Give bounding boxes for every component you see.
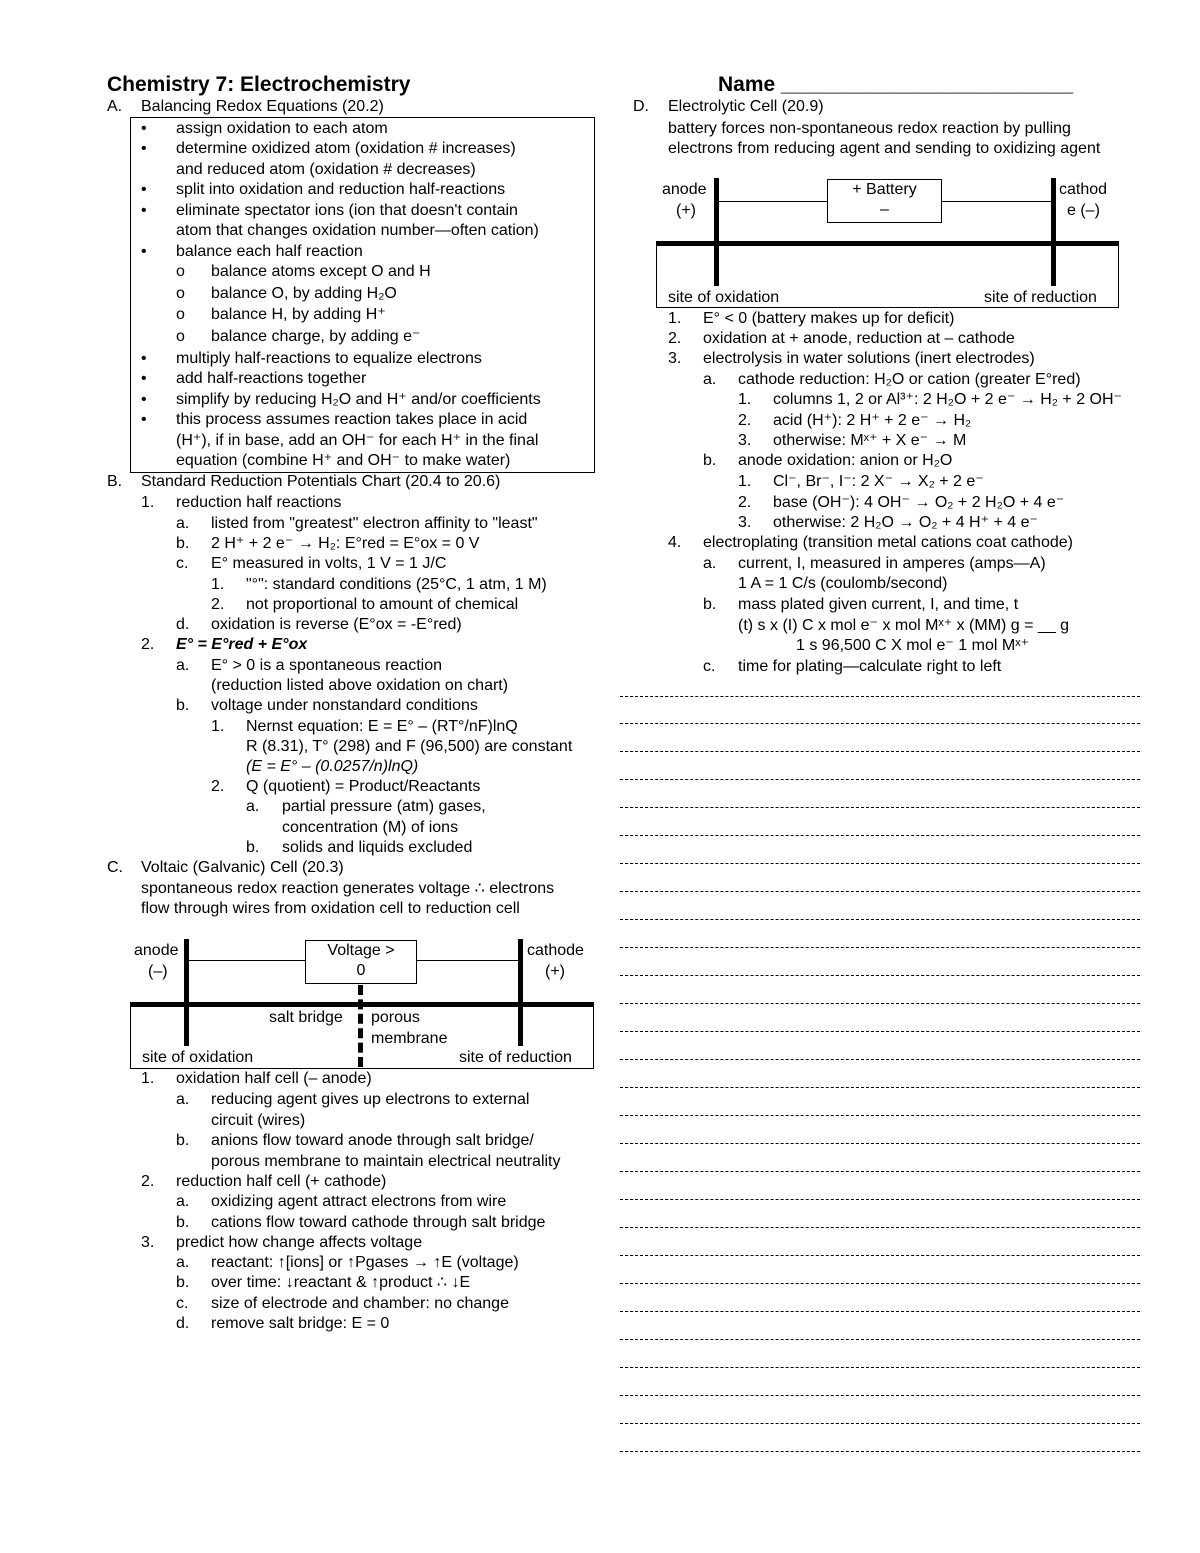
- list-item: electroplating (transition metal cations coat cathode): [703, 534, 1073, 551]
- answer-line: [620, 1199, 1140, 1200]
- list-marker: d.: [176, 616, 190, 633]
- answer-line: [620, 1339, 1140, 1340]
- answer-line: [620, 1283, 1140, 1284]
- oxidation-site-label: site of oxidation: [142, 1049, 254, 1066]
- list-item: E° = E°red + E°ox: [176, 636, 308, 653]
- list-item: acid (H⁺): 2 H⁺ + 2 e⁻ → H₂: [773, 412, 972, 429]
- answer-line: [620, 1171, 1140, 1172]
- list-item: not proportional to amount of chemical: [246, 596, 519, 613]
- cathode-electrode: [1051, 178, 1056, 286]
- list-marker: a.: [246, 798, 260, 815]
- list-item: reduction half reactions: [176, 494, 342, 511]
- answer-line: [620, 947, 1140, 948]
- list-marker: a.: [176, 1193, 190, 1210]
- battery-label: + Battery: [852, 181, 917, 198]
- answer-line: [620, 1311, 1140, 1312]
- bullet: •: [141, 120, 147, 137]
- sub-bullet: o: [176, 306, 185, 323]
- list-item: split into oxidation and reduction half-reactions: [176, 181, 506, 198]
- bullet: •: [141, 202, 147, 219]
- list-item: circuit (wires): [211, 1112, 306, 1129]
- oxidation-site-label: site of oxidation: [668, 289, 780, 306]
- list-item: add half-reactions together: [176, 370, 367, 387]
- plating-formula-denominator: 1 s 96,500 C X mol e⁻ 1 mol Mˣ⁺: [796, 637, 1029, 654]
- list-item: atom that changes oxidation number—often cation): [176, 222, 539, 239]
- list-item: assign oxidation to each atom: [176, 120, 388, 137]
- list-item: multiply half-reactions to equalize electrons: [176, 350, 482, 367]
- list-item: "°": standard conditions (25°C, 1 atm, 1 M): [246, 576, 547, 593]
- section-heading: Electrolytic Cell (20.9): [668, 98, 824, 115]
- list-item: Cl⁻, Br⁻, I⁻: 2 X⁻ → X₂ + 2 e⁻: [773, 473, 984, 490]
- list-marker: 3.: [141, 1234, 155, 1251]
- list-marker: b.: [703, 452, 717, 469]
- porous-membrane: [358, 985, 363, 1067]
- list-item: (E = E° – (0.0257/n)lnQ): [246, 758, 419, 775]
- list-item: 2 H⁺ + 2 e⁻ → H₂: E°red = E°ox = 0 V: [211, 535, 480, 552]
- list-marker: b.: [176, 1214, 190, 1231]
- list-marker: b.: [246, 839, 260, 856]
- name-label: Name _________________________: [718, 73, 1074, 96]
- list-item: voltage under nonstandard conditions: [211, 697, 478, 714]
- answer-line: [620, 1003, 1140, 1004]
- section-description: spontaneous redox reaction generates voltage ∴ electrons: [141, 880, 555, 897]
- section-letter: C.: [107, 859, 123, 876]
- list-item: oxidation half cell (– anode): [176, 1070, 372, 1087]
- answer-line: [620, 919, 1140, 920]
- list-item: this process assumes reaction takes place in acid: [176, 411, 528, 428]
- answer-line: [620, 1143, 1140, 1144]
- section-description: electrons from reducing agent and sending to oxidizing agent: [668, 140, 1101, 157]
- list-marker: a.: [703, 555, 717, 572]
- list-item: cathode reduction: H₂O or cation (greater E°red): [738, 371, 1081, 388]
- cathode-electrode: [518, 939, 523, 1046]
- list-marker: 3.: [738, 514, 752, 531]
- list-marker: 1.: [141, 1070, 155, 1087]
- list-marker: c.: [176, 1295, 189, 1312]
- list-marker: b.: [176, 1274, 190, 1291]
- answer-line: [620, 891, 1140, 892]
- list-marker: 2.: [211, 596, 225, 613]
- section-heading: Standard Reduction Potentials Chart (20.4 to 20.6): [141, 473, 501, 490]
- list-marker: d.: [176, 1315, 190, 1332]
- list-marker: b.: [176, 697, 190, 714]
- list-item: eliminate spectator ions (ion that doesn't contain: [176, 202, 518, 219]
- answer-line: [620, 835, 1140, 836]
- bullet: •: [141, 391, 147, 408]
- wire: [189, 960, 306, 961]
- list-marker: 2.: [211, 778, 225, 795]
- sub-bullet: o: [176, 285, 185, 302]
- battery-minus: –: [880, 201, 889, 218]
- list-marker: 1.: [668, 310, 682, 327]
- voltmeter-label: Voltage >: [327, 942, 395, 959]
- list-marker: 2.: [141, 636, 155, 653]
- wire: [415, 960, 518, 961]
- list-marker: 1.: [211, 718, 225, 735]
- list-marker: b.: [176, 1132, 190, 1149]
- list-item: 1 A = 1 C/s (coulomb/second): [738, 575, 948, 592]
- list-item: solids and liquids excluded: [282, 839, 473, 856]
- membrane-label: membrane: [371, 1030, 448, 1047]
- list-item: base (OH⁻): 4 OH⁻ → O₂ + 2 H₂O + 4 e⁻: [773, 494, 1065, 511]
- page-title: Chemistry 7: Electrochemistry: [107, 73, 411, 96]
- list-item: listed from "greatest" electron affinity to "least": [211, 515, 538, 532]
- list-marker: 4.: [668, 534, 682, 551]
- list-item: remove salt bridge: E = 0: [211, 1315, 390, 1332]
- list-item: simplify by reducing H₂O and H⁺ and/or coefficients: [176, 391, 541, 408]
- answer-line: [620, 751, 1140, 752]
- porous-label: porous: [371, 1009, 420, 1026]
- list-marker: 1.: [738, 473, 752, 490]
- list-item: reactant: ↑[ions] or ↑Pgases → ↑E (voltage): [211, 1254, 519, 1271]
- bullet: •: [141, 411, 147, 428]
- list-item: porous membrane to maintain electrical neutrality: [211, 1153, 561, 1170]
- list-item: E° > 0 is a spontaneous reaction: [211, 657, 442, 674]
- list-marker: a.: [176, 1254, 190, 1271]
- list-item: electrolysis in water solutions (inert electrodes): [703, 350, 1035, 367]
- list-marker: b.: [176, 535, 190, 552]
- list-item: oxidizing agent attract electrons from wire: [211, 1193, 507, 1210]
- list-marker: c.: [176, 555, 189, 572]
- anode-sign: (+): [676, 202, 696, 219]
- list-marker: a.: [176, 657, 190, 674]
- section-letter: A.: [107, 98, 123, 115]
- list-item: otherwise: 2 H₂O → O₂ + 4 H⁺ + 4 e⁻: [773, 514, 1038, 531]
- anode-sign: (–): [148, 963, 168, 980]
- answer-line: [620, 807, 1140, 808]
- list-item: anions flow toward anode through salt bridge/: [211, 1132, 534, 1149]
- bullet: •: [141, 243, 147, 260]
- bullet: •: [141, 350, 147, 367]
- list-item: E° < 0 (battery makes up for deficit): [703, 310, 955, 327]
- section-description: battery forces non-spontaneous redox reaction by pulling: [668, 120, 1071, 137]
- cathode-sign: e (–): [1067, 202, 1100, 219]
- section-heading: Voltaic (Galvanic) Cell (20.3): [141, 859, 344, 876]
- list-item: determine oxidized atom (oxidation # increases): [176, 140, 516, 157]
- voltmeter-value: 0: [356, 962, 366, 979]
- answer-line: [620, 1423, 1140, 1424]
- list-item: balance each half reaction: [176, 243, 363, 260]
- anode-electrode: [184, 939, 189, 1046]
- answer-line: [620, 1059, 1140, 1060]
- answer-line: [620, 1367, 1140, 1368]
- salt-bridge-label: salt bridge: [269, 1009, 343, 1026]
- cathode-sign: (+): [545, 963, 565, 980]
- section-letter: B.: [107, 473, 123, 490]
- wire: [719, 201, 828, 202]
- list-item: oxidation is reverse (E°ox = -E°red): [211, 616, 462, 633]
- reduction-site-label: site of reduction: [459, 1049, 572, 1066]
- list-item: E° measured in volts, 1 V = 1 J/C: [211, 555, 447, 572]
- list-item: balance charge, by adding e⁻: [211, 328, 421, 345]
- answer-line: [620, 1031, 1140, 1032]
- list-item: current, I, measured in amperes (amps—A): [738, 555, 1046, 572]
- list-marker: 2.: [141, 1173, 155, 1190]
- bullet: •: [141, 140, 147, 157]
- section-letter: D.: [633, 98, 649, 115]
- list-marker: c.: [703, 658, 716, 675]
- section-heading: Balancing Redox Equations (20.2): [141, 98, 384, 115]
- list-item: oxidation at + anode, reduction at – cathode: [703, 330, 1015, 347]
- answer-line: [620, 1451, 1140, 1452]
- bullet: •: [141, 181, 147, 198]
- list-item: balance atoms except O and H: [211, 263, 431, 280]
- list-item: Nernst equation: E = E° – (RT°/nF)lnQ: [246, 718, 518, 735]
- wire: [940, 201, 1051, 202]
- list-marker: 2.: [738, 494, 752, 511]
- list-item: columns 1, 2 or Al³⁺: 2 H₂O + 2 e⁻ → H₂ + 2 OH⁻: [773, 391, 1122, 408]
- answer-line: [620, 975, 1140, 976]
- list-marker: a.: [176, 1091, 190, 1108]
- list-marker: 3.: [668, 350, 682, 367]
- list-marker: a.: [176, 515, 190, 532]
- list-item: (reduction listed above oxidation on chart): [211, 677, 509, 694]
- list-item: predict how change affects voltage: [176, 1234, 423, 1251]
- battery: [827, 179, 942, 223]
- voltmeter: [305, 940, 417, 984]
- list-item: Q (quotient) = Product/Reactants: [246, 778, 481, 795]
- list-item: balance H, by adding H⁺: [211, 306, 386, 323]
- list-item: time for plating—calculate right to left: [738, 658, 1002, 675]
- answer-line: [620, 779, 1140, 780]
- bullet: •: [141, 370, 147, 387]
- list-marker: 2.: [668, 330, 682, 347]
- list-marker: 1.: [211, 576, 225, 593]
- list-item: and reduced atom (oxidation # decreases): [176, 161, 476, 178]
- list-marker: b.: [703, 596, 717, 613]
- reduction-site-label: site of reduction: [984, 289, 1097, 306]
- list-item: balance O, by adding H₂O: [211, 285, 397, 302]
- anode-label: anode: [662, 181, 707, 198]
- cathode-label: cathod: [1059, 181, 1108, 198]
- answer-line: [620, 723, 1140, 724]
- list-marker: 1.: [141, 494, 155, 511]
- solution-surface: [656, 241, 1119, 246]
- list-item: concentration (M) of ions: [282, 819, 459, 836]
- list-marker: 1.: [738, 391, 752, 408]
- list-item: cations flow toward cathode through salt bridge: [211, 1214, 546, 1231]
- list-item: equation (combine H⁺ and OH⁻ to make water): [176, 452, 511, 469]
- answer-line: [620, 863, 1140, 864]
- answer-line: [620, 1395, 1140, 1396]
- answer-line: [620, 1087, 1140, 1088]
- section-description: flow through wires from oxidation cell to reduction cell: [141, 900, 520, 917]
- answer-line: [620, 1255, 1140, 1256]
- list-marker: 2.: [738, 412, 752, 429]
- answer-line: [620, 696, 1140, 697]
- list-item: size of electrode and chamber: no change: [211, 1295, 509, 1312]
- sub-bullet: o: [176, 328, 185, 345]
- anode-electrode: [714, 178, 719, 286]
- list-item: partial pressure (atm) gases,: [282, 798, 486, 815]
- list-item: (H⁺), if in base, add an OH⁻ for each H⁺ in the final: [176, 432, 539, 449]
- list-item: R (8.31), T° (298) and F (96,500) are constant: [246, 738, 573, 755]
- list-item: reducing agent gives up electrons to external: [211, 1091, 530, 1108]
- list-item: anode oxidation: anion or H₂O: [738, 452, 953, 469]
- list-item: reduction half cell (+ cathode): [176, 1173, 387, 1190]
- cathode-label: cathode: [527, 942, 584, 959]
- anode-label: anode: [134, 942, 179, 959]
- list-item: mass plated given current, I, and time, t: [738, 596, 1019, 613]
- list-marker: 3.: [738, 432, 752, 449]
- answer-line: [620, 1227, 1140, 1228]
- list-marker: a.: [703, 371, 717, 388]
- list-item: over time: ↓reactant & ↑product ∴ ↓E: [211, 1274, 471, 1291]
- sub-bullet: o: [176, 263, 185, 280]
- plating-formula: (t) s x (I) C x mol e⁻ x mol Mˣ⁺ x (MM) g = __ g: [738, 617, 1070, 634]
- list-item: otherwise: Mˣ⁺ + X e⁻ → M: [773, 432, 967, 449]
- answer-line: [620, 1115, 1140, 1116]
